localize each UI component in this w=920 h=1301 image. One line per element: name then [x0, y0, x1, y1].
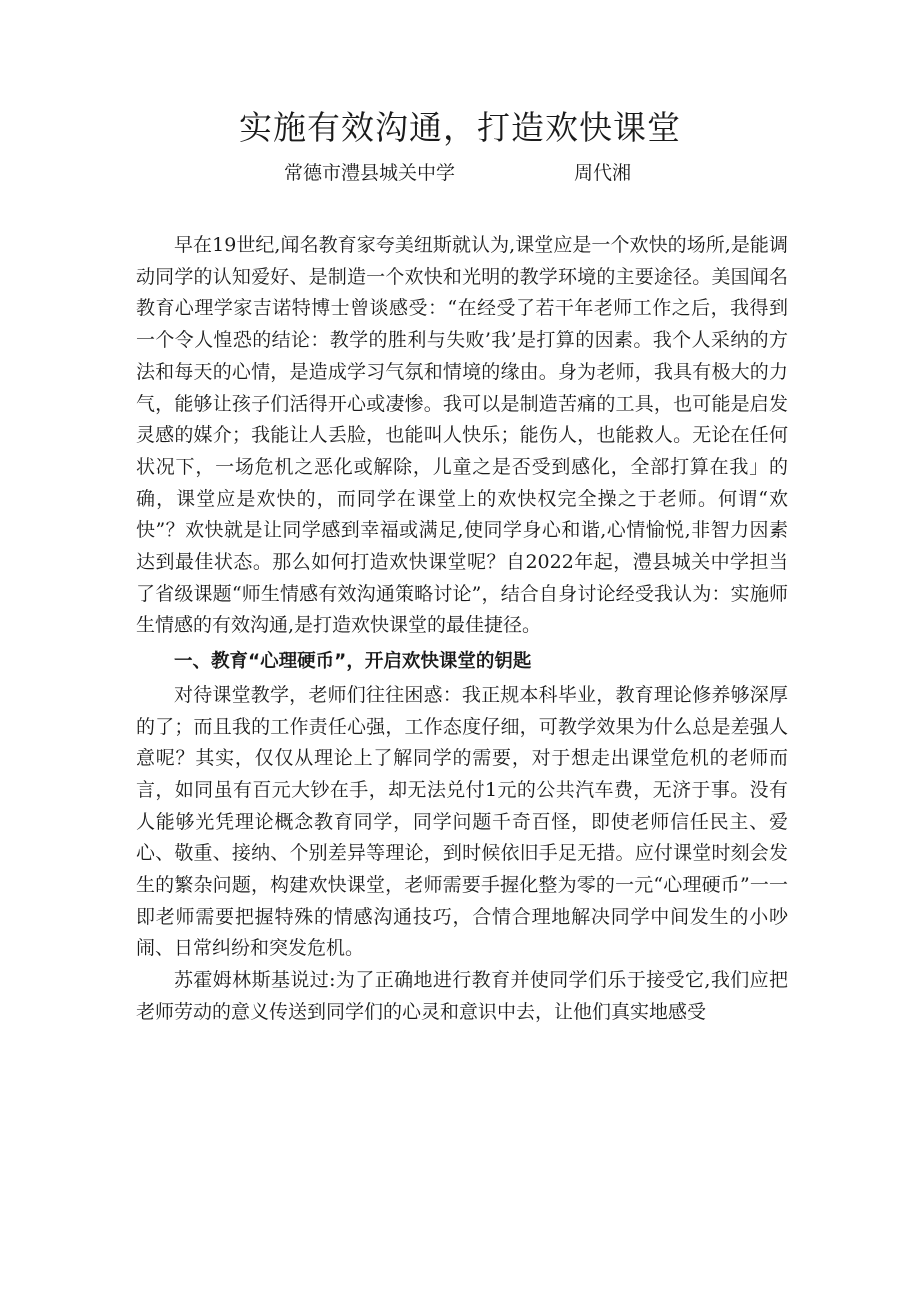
section-heading-1: 一、教育“心理硬币”，开启欢快课堂的钥匙 [174, 651, 532, 673]
byline [0, 158, 920, 188]
paragraph-section-1-continued: 苏霍姆林斯基说过:为了正确地进行教育并使同学们乐于接受它,我们应把老师劳动的意义传送到同学们的心灵和意识中去，让他们真实地感受 [136, 969, 788, 1023]
school-name: 常德市澧县城关中学 [284, 162, 456, 184]
paragraph-intro: 早在19世纪,闻名教育家夸美纽斯就认为,课堂应是一个欢快的场所,是能调动同学的认知爱好、是制造一个欢快和光明的教学环境的主要途径。美国闻名教育心理学家吉诺特博士曾谈感受：“在经受了若干年老师工作之后，我得到一个令人惶恐的结论：教学的胜利与失败’我’是打算的因素。我个人采纳的方法和每天的心情，是造成学习气氛和情境的缘由。身为老师，我具有极大的力气，能够让孩子们活得开心或凄惨。我可以是制造苦痛的工具，也可能是启发灵感的媒介；我能让人丢脸，也能叫人快乐；能伤人，也能救人。无论在任何状况下，一场危机之恶化或解除，儿童之是否受到感化，全部打算在我」的确，课堂应是欢快的，而同学在课堂上的欢快权完全操之于老师。何谓“欢快”？欢快就是让同学感到幸福或满足,使同学身心和谐,心情愉悦,非智力因素达到最佳状态。那么如何打造欢快课堂呢？自2022年起，澧县城关中学担当了省级课题“师生情感有效沟通策略讨论”，结合自身讨论经受我认为：实施师生情感的有效沟通,是打造欢快课堂的最佳捷径。 [136, 234, 788, 637]
paragraph-section-1: 对待课堂教学，老师们往往困惑：我正规本科毕业，教育理论修养够深厚的了；而且我的工作责任心强，工作态度仔细，可教学效果为什么总是差强人意呢？其实，仅仅从理论上了解同学的需要，对于想走出课堂危机的老师而言，如同虽有百元大钞在手，却无法兑付1元的公共汽车费，无济于事。没有人能够光凭理论概念教育同学，同学问题千奇百怪，即使老师信任民主、爱心、敬重、接纳、个别差异等理论，到时候依旧手足无措。应付课堂时刻会发生的繁杂问题，构建欢快课堂，老师需要手握化整为零的一元“心理硬币”一一即老师需要把握特殊的情感沟通技巧，合情合理地解决同学中间发生的小吵闹、日常纠纷和突发危机。 [136, 683, 788, 960]
document-body [136, 230, 788, 1029]
author-name: 周代湘 [574, 162, 632, 184]
document-title: 实施有效沟通，打造欢快课堂 [239, 108, 681, 147]
